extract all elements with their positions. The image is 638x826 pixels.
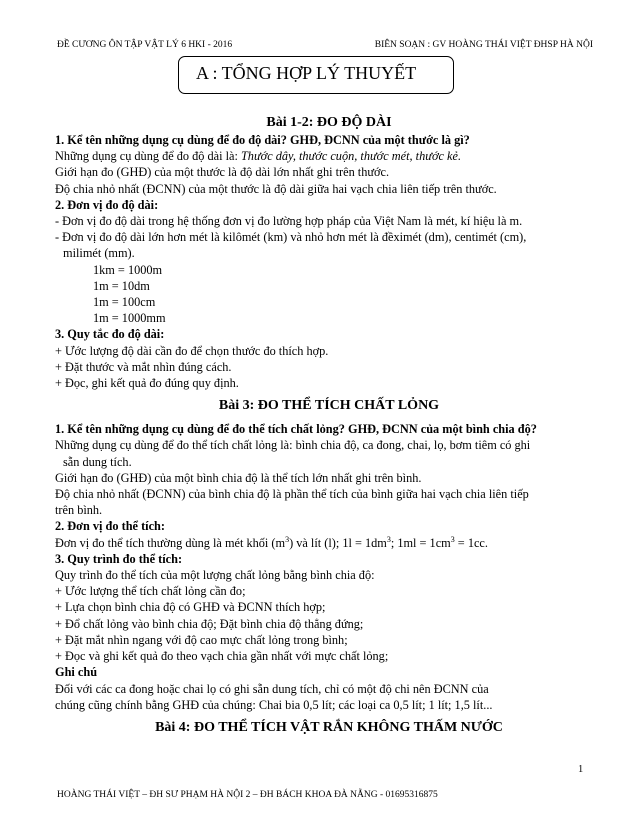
lesson-3-q1-line2: Giới hạn đo (GHĐ) của một bình chia độ là thể tích lớn nhất ghi trên bình. bbox=[55, 470, 422, 485]
lesson-3-note-line2: chúng cũng chính bằng GHĐ của chúng: Chai bia 0,5 lít; các loại ca 0,5 lít; 1 lít; 1,5 lít... bbox=[55, 697, 493, 712]
lesson-3-q3-line: + Đặt mắt nhìn ngang với độ cao mực chất lỏng trong bình; bbox=[55, 632, 348, 647]
q2-sup2: 3 bbox=[386, 534, 391, 544]
lesson-1-title: Bài 1-2: ĐO ĐỘ DÀI bbox=[266, 115, 392, 130]
q2-text-c: ; 1ml = 1cm bbox=[390, 535, 451, 550]
lesson-1-q2-heading: 2. Đơn vị đo độ dài: bbox=[55, 197, 159, 212]
q2-text-d: = 1cc. bbox=[454, 535, 488, 550]
conversion-km: 1km = 1000m bbox=[93, 262, 163, 277]
lesson-3-q1-line3: Độ chia nhỏ nhất (ĐCNN) của bình chia độ là phần thể tích của bình giữa hai vạch chia liên tiếp bbox=[55, 487, 529, 502]
q2-text-b: ) và lít (l); 1l = 1dm bbox=[289, 535, 387, 550]
lesson-3-note-heading: Ghi chú bbox=[55, 665, 98, 680]
q2-sup1: 3 bbox=[285, 534, 290, 544]
lesson-3-q1-heading: 1. Kể tên những dụng cụ dùng để đo thể tích chất lỏng? GHĐ, ĐCNN của một bình chia độ? bbox=[55, 422, 537, 437]
lesson-1-q3-heading: 3. Quy tắc đo độ dài: bbox=[55, 327, 165, 342]
lesson-1-q3-line: + Ước lượng độ dài cần đo để chọn thước đo thích hợp. bbox=[55, 343, 329, 358]
lesson-1-q2-line2: - Đơn vị đo độ dài lớn hơn mét là kilômét (km) và nhỏ hơn mét là đềximét (dm), centimét (cm), bbox=[55, 230, 527, 245]
lesson-1-q2-line1: - Đơn vị đo độ dài trong hệ thống đơn vị đo lường hợp pháp của Việt Nam là mét, kí hiệu là m. bbox=[55, 214, 523, 229]
lesson-3-q3-line: + Đọc và ghi kết quả đo theo vạch chia gần nhất với mực chất lỏng; bbox=[55, 649, 389, 664]
lesson-3-q1-line1b: sẵn dung tích. bbox=[63, 454, 132, 469]
conversion-cm: 1m = 100cm bbox=[93, 295, 156, 310]
document-body bbox=[55, 114, 603, 743]
lesson-3-q1-line3b: trên bình. bbox=[55, 503, 103, 518]
lesson-3-q3-heading: 3. Quy trình đo thể tích: bbox=[55, 551, 183, 566]
lesson-3-q2-heading: 2. Đơn vị đo thể tích: bbox=[55, 519, 165, 534]
lesson-1-q3-line: + Đặt thước và mắt nhìn đúng cách. bbox=[55, 359, 232, 374]
lesson-1-q1-heading: 1. Kể tên những dụng cụ dùng để đo độ dài? GHĐ, ĐCNN của một thước là gì? bbox=[55, 133, 470, 147]
lesson-3-q2-line bbox=[55, 535, 603, 551]
header-right: BIÊN SOẠN : GV HOÀNG THÁI VIỆT ĐHSP HÀ NỘI bbox=[374, 40, 593, 50]
section-title-box: A : TỔNG HỢP LÝ THUYẾT bbox=[178, 56, 454, 94]
lesson-1-q2-line3: milimét (mm). bbox=[63, 246, 135, 261]
lesson-1-q1-line1-text: Những dụng cụ dùng để đo độ dài là: bbox=[55, 149, 241, 164]
q2-text-a: Đơn vị đo thể tích thường dùng là mét khối (m bbox=[55, 535, 286, 550]
lesson-3-note-line1: Đối với các ca đong hoặc chai lọ có ghi sẵn dung tích, chỉ có một độ chi nên ĐCNN của bbox=[55, 681, 489, 696]
header-left: ĐỀ CƯƠNG ÔN TẬP VẬT LÝ 6 HKI - 2016 bbox=[57, 40, 233, 50]
lesson-4-title: Bài 4: ĐO THỂ TÍCH VẬT RẮN KHÔNG THẤM NƯỚC bbox=[155, 719, 503, 735]
conversion-dm: 1m = 10dm bbox=[93, 278, 150, 293]
q2-sup3: 3 bbox=[450, 534, 455, 544]
lesson-3-q3-line: + Lựa chọn bình chia độ có GHĐ và ĐCNN thích hợp; bbox=[55, 600, 326, 615]
page-footer: HOÀNG THÁI VIỆT – ĐH SƯ PHẠM HÀ NỘI 2 – ĐH BÁCH KHOA ĐÀ NẴNG - 01695316875 bbox=[57, 790, 438, 800]
lesson-3-title: Bài 3: ĐO THỂ TÍCH CHẤT LỎNG bbox=[218, 398, 440, 414]
lesson-1-q1-line3: Độ chia nhỏ nhất (ĐCNN) của một thước là độ dài giữa hai vạch chia liên tiếp trên thước. bbox=[55, 181, 497, 196]
lesson-1-q1-line2: Giới hạn đo (GHĐ) của một thước là độ dài lớn nhất ghi trên thước. bbox=[55, 165, 390, 180]
lesson-3-q3-line: + Ước lượng thể tích chất lỏng cần đo; bbox=[55, 584, 246, 599]
lesson-3-q3-line: Quy trình đo thể tích của một lượng chất lỏng bằng bình chia độ: bbox=[55, 568, 375, 583]
lesson-1-q1-tools: Thước dây, thước cuộn, thước mét, thước kẻ. bbox=[240, 149, 462, 164]
lesson-3-q3-line: + Đổ chất lỏng vào bình chia độ; Đặt bình chia độ thẳng đứng; bbox=[55, 616, 364, 631]
lesson-3-q1-line1: Những dụng cụ dùng để đo thể tích chất lỏng là: bình chia độ, ca đong, chai, lọ, bơm tiêm có ghi bbox=[55, 438, 531, 453]
lesson-1-q3-line: + Đọc, ghi kết quả đo đúng quy định. bbox=[55, 376, 239, 391]
page-header bbox=[57, 40, 593, 50]
conversion-mm: 1m = 1000mm bbox=[93, 311, 166, 326]
page-number: 1 bbox=[578, 764, 584, 775]
lesson-1-q1-line1 bbox=[55, 148, 603, 164]
